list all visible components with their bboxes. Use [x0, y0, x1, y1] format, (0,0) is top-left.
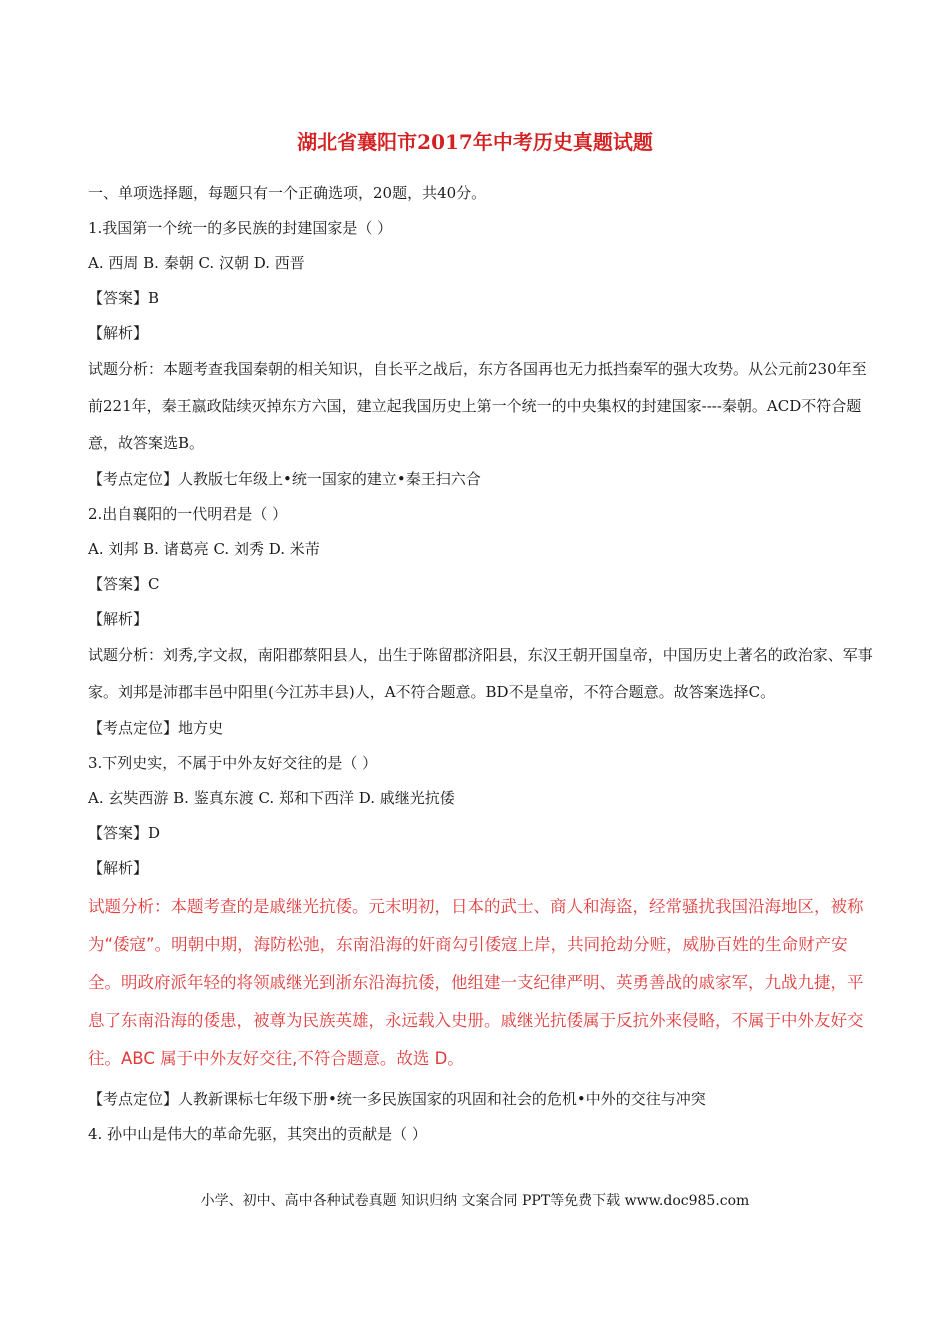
question-options: A. 刘邦 B. 诸葛亮 C. 刘秀 D. 米芾: [88, 540, 320, 558]
analysis-text: 试题分析：本题考查我国秦朝的相关知识，自长平之战后，东方各国再也无力抵挡秦军的强大攻势。从公元前230年至前221年，秦王嬴政陆续灭掉东方六国，建立起我国历史上第一个统一的中央集权的封建国家----秦朝。ACD不符合题意，故答案选B。: [88, 360, 867, 452]
analysis-label: 【解析】: [88, 610, 149, 628]
analysis-label: 【解析】: [88, 324, 149, 342]
answer-line: 【答案】D: [88, 824, 161, 842]
analysis-label: 【解析】: [88, 859, 149, 877]
kaodian-line: 【考点定位】人教版七年级上•统一国家的建立•秦王扫六合: [88, 470, 481, 488]
question-options: A. 西周 B. 秦朝 C. 汉朝 D. 西晋: [88, 254, 305, 272]
page-footer: 小学、初中、高中各种试卷真题 知识归纳 文案合同 PPT等免费下载 www.doc985.com: [200, 1193, 750, 1209]
section-heading: 一、单项选择题，每题只有一个正确选项，20题，共40分。: [88, 184, 487, 202]
question-1: [88, 211, 878, 497]
document-title: 湖北省襄阳市2017年中考历史真题试题: [297, 130, 653, 154]
question-stem: 1.我国第一个统一的多民族的封建国家是（ ）: [88, 219, 393, 237]
question-stem: 4. 孙中山是伟大的革命先驱，其突出的贡献是（ ）: [88, 1125, 427, 1143]
question-stem: 2.出自襄阳的一代明君是（ ）: [88, 505, 288, 523]
kaodian-line: 【考点定位】地方史: [88, 719, 224, 737]
question-3: [88, 746, 878, 1117]
answer-line: 【答案】B: [88, 289, 160, 307]
question-2: [88, 497, 878, 746]
question-stem: 3.下列史实，不属于中外友好交往的是（ ）: [88, 754, 378, 772]
analysis-text-highlighted: 试题分析：本题考查的是戚继光抗倭。元末明初，日本的武士、商人和海盗，经常骚扰我国沿海地区，被称为“倭寇”。明朝中期，海防松弛，东南沿海的奸商勾引倭寇上岸，共同抢劫分赃，威胁百姓的生命财产安全。明政府派年轻的将领戚继光到浙东沿海抗倭，他组建一支纪律严明、英勇善战的戚家军，九战九捷，平息了东南沿海的倭患，被尊为民族英雄，永远载入史册。戚继光抗倭属于反抗外来侵略，不属于中外友好交往。ABC 属于中外友好交往,不符合题意。故选 D。: [88, 897, 864, 1068]
document-body: [88, 176, 878, 1152]
question-4: [88, 1117, 878, 1152]
question-options: A. 玄奘西游 B. 鉴真东渡 C. 郑和下西洋 D. 戚继光抗倭: [88, 789, 455, 807]
answer-line: 【答案】C: [88, 575, 160, 593]
analysis-text: 试题分析：刘秀,字文叔，南阳郡蔡阳县人，出生于陈留郡济阳县，东汉王朝开国皇帝，中国历史上著名的政治家、军事家。刘邦是沛郡丰邑中阳里(今江苏丰县)人，A不符合题意。BD不是皇帝，不符合题意。故答案选择C。: [88, 646, 873, 701]
kaodian-line: 【考点定位】人教新课标七年级下册•统一多民族国家的巩固和社会的危机•中外的交往与冲突: [88, 1090, 706, 1108]
